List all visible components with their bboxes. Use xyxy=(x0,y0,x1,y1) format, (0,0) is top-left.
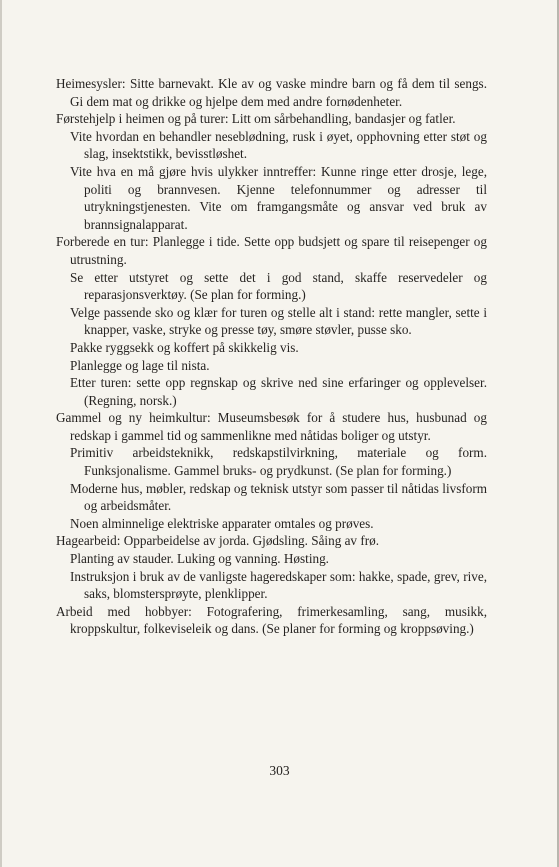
page-number: 303 xyxy=(269,763,290,778)
body-text xyxy=(56,75,487,638)
page-edge-left xyxy=(0,0,2,867)
paragraph: Hagearbeid: Opparbeidelse av jorda. Gjødsling. Såing av frø. xyxy=(56,533,379,549)
paragraph: Pakke ryggsekk og koffert på skikkelig vis. xyxy=(70,339,299,355)
paragraph: Noen alminnelige elektriske apparater omtales og prøves. xyxy=(70,515,374,531)
paragraph: Moderne hus, møbler, redskap og teknisk utstyr som passer til nåtidas livsform og arbeidsmåter. xyxy=(70,480,487,514)
paragraph: Førstehjelp i heimen og på turer: Litt om sårbehandling, bandasjer og fatler. xyxy=(56,111,456,127)
paragraph: Arbeid med hobbyer: Fotografering, frimerkesamling, sang, musikk, kroppskultur, folkeviseleik og dans. (Se planer for forming og kroppsøving.) xyxy=(56,603,487,637)
entry-forstehjelp xyxy=(56,110,487,233)
paragraph: Gammel og ny heimkultur: Museumsbesøk for å studere hus, husbunad og redskap i gammel tid og sammenlikne med nåtidas boliger og utstyr. xyxy=(56,410,487,443)
entry-hobbyer xyxy=(56,603,487,638)
paragraph: Etter turen: sette opp regnskap og skrive ned sine erfaringer og opplevelser. (Regning, norsk.) xyxy=(70,375,487,408)
entry-forberede-tur xyxy=(56,233,487,409)
entry-heimkultur xyxy=(56,409,487,532)
paragraph: Planlegge og lage til nista. xyxy=(70,357,210,373)
paragraph: Velge passende sko og klær for turen og stelle alt i stand: rette mangler, sette i knapper, vaske, stryke og presse tøy, smøre støvler, pusse sko. xyxy=(70,304,487,338)
paragraph: Forberede en tur: Planlegge i tide. Sette opp budsjett og spare til reisepenger og utrustning. xyxy=(56,234,487,267)
paragraph: Vite hva en må gjøre hvis ulykker inntreffer: Kunne ringe etter drosje, lege, politi og brannvesen. Kjenne telefonnummer og adresser til utrykningstjenesten. Vite om framgangsmåte og ansvar ved bruk av brannsignalapparat. xyxy=(70,163,487,232)
paragraph: Heimesysler: Sitte barnevakt. Kle av og vaske mindre barn og få dem til sengs. Gi dem mat og drikke og hjelpe dem med andre fornødenheter. xyxy=(56,76,487,109)
entry-heimesysler xyxy=(56,75,487,110)
paragraph: Instruksjon i bruk av de vanligste hageredskaper som: hakke, spade, grev, rive, saks, blomstersprøyte, plenklipper. xyxy=(70,568,487,602)
paragraph: Vite hvordan en behandler neseblødning, rusk i øyet, opphovning etter støt og slag, insektstikk, bevisstløshet. xyxy=(70,128,487,162)
paragraph: Se etter utstyret og sette det i god stand, skaffe reservedeler og reparasjonsverktøy. (Se plan for forming.) xyxy=(70,269,487,303)
entry-hagearbeid xyxy=(56,532,487,602)
paragraph: Primitiv arbeidsteknikk, redskapstilvirkning, materiale og form. Funksjonalisme. Gammel bruks- og prydkunst. (Se plan for forming.) xyxy=(70,445,487,479)
paragraph: Planting av stauder. Luking og vanning. Høsting. xyxy=(70,551,329,567)
